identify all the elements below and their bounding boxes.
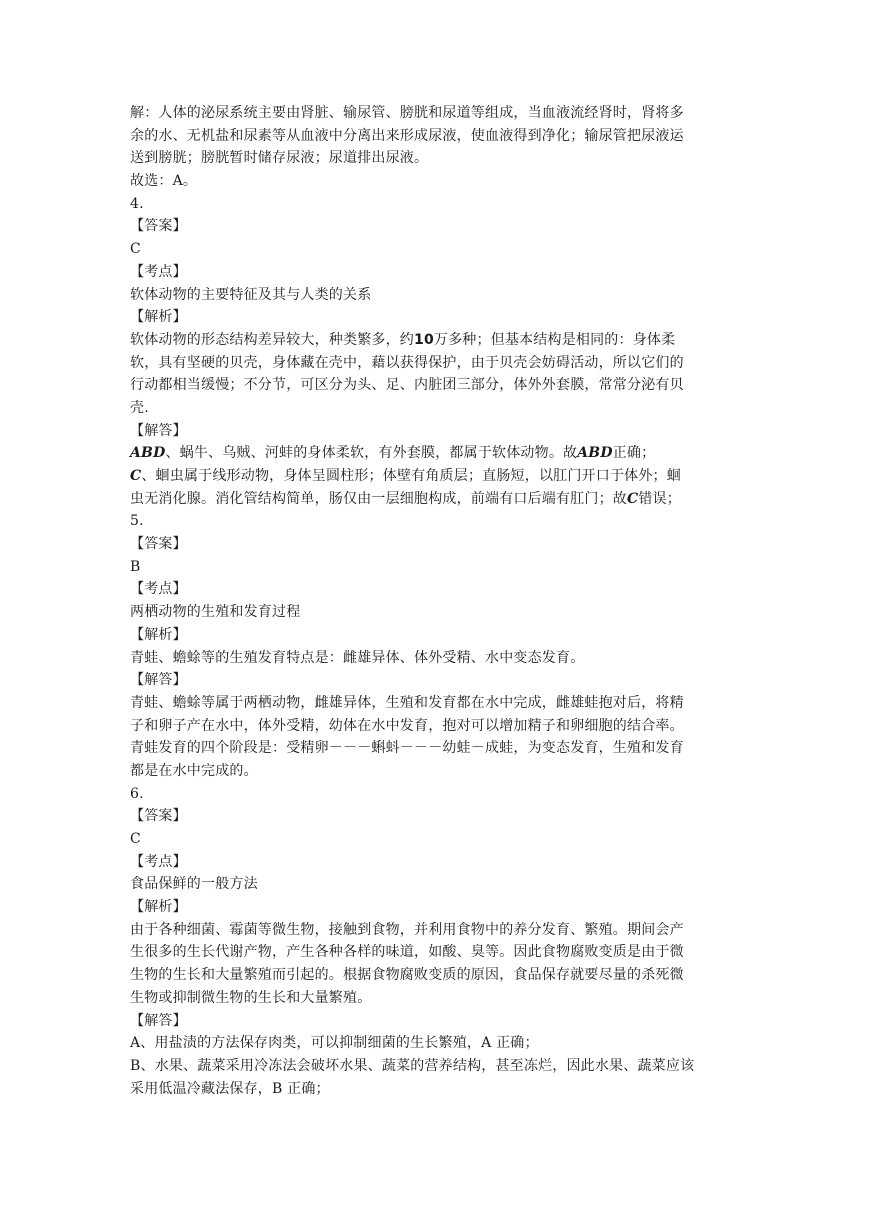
section-heading-solution: 【解答】	[130, 1012, 187, 1029]
text-segment: 虫无消化腺。消化管结构简单，肠仅由一层细胞构成，前端有口后端有肛门；故	[130, 490, 627, 507]
text-line: 解：人体的泌尿系统主要由肾脏、输尿管、膀胱和尿道等组成，当血液流经肾时，肾将多	[130, 105, 684, 121]
answer-value: C	[130, 831, 141, 847]
text-line: 青蛙发育的四个阶段是：受精卵－－－蝌蚪－－－幼蛙－成蛙，为变态发育，生殖和发育	[130, 740, 684, 757]
text-line: 青蛙、蟾蜍等的生殖发育特点是：雌雄异体、体外受精、水中变态发育。	[130, 649, 585, 666]
text-segment: 正确；	[612, 445, 656, 462]
text-line: A、用盐渍的方法保存肉类，可以抑制细菌的生长繁殖，A 正确；	[130, 1035, 539, 1052]
section-heading-answer: 【答案】	[130, 218, 187, 235]
math-label: ABD	[130, 445, 166, 462]
text-line: 行动都相当缓慢；不分节，可区分为头、足、内脏团三部分，体外外套膜，常常分泌有贝	[130, 377, 684, 394]
text-line: 生很多的生长代谢产物，产生各种各样的味道，如酸、臭等。因此食物腐败变质是由于微	[130, 944, 684, 961]
number-text: 10	[414, 331, 434, 348]
section-heading-topic: 【考点】	[130, 581, 187, 598]
text-segment: 、蛔虫属于线形动物，身体呈圆柱形；体壁有角质层；直肠短，以肛门开口于体外；蛔	[141, 468, 681, 484]
text-line: 壳.	[130, 399, 149, 416]
section-heading-analysis: 【解析】	[130, 309, 187, 326]
section-heading-solution: 【解答】	[130, 672, 187, 689]
text-line: 故选：A。	[130, 173, 198, 190]
topic-text: 食品保鲜的一般方法	[130, 876, 258, 893]
answer-value: C	[130, 241, 141, 258]
text-line	[130, 442, 742, 465]
text-line	[130, 488, 742, 511]
text-segment: 软体动物的形态结构差异较大，种类繁多，约	[130, 331, 414, 348]
document-page	[130, 102, 742, 1100]
text-line: 生物或抑制微生物的生长和大量繁殖。	[130, 989, 372, 1006]
text-segment: 、蜗牛、乌贼、河蚌的身体柔软，有外套膜，都属于软体动物。故	[165, 445, 578, 462]
text-line: 子和卵子产在水中，体外受精，幼体在水中发育，抱对可以增加精子和卵细胞的结合率。	[130, 717, 684, 734]
text-line	[130, 329, 742, 352]
text-line	[130, 465, 742, 488]
text-line: 由于各种细菌、霉菌等微生物，接触到食物，并利用食物中的养分发育、繁殖。期间会产	[130, 921, 684, 938]
text-line: 余的水、无机盐和尿素等从血液中分离出来形成尿液，使血液得到净化；输尿管把尿液运	[130, 127, 684, 144]
text-segment: 万多种；但基本结构是相同的：身体柔	[433, 331, 676, 348]
section-heading-answer: 【答案】	[130, 808, 187, 825]
text-line: 青蛙、蟾蜍等属于两栖动物，雌雄异体，生殖和发育都在水中完成，雌雄蛙抱对后，将精	[130, 694, 684, 711]
text-line: 生物的生长和大量繁殖而引起的。根据食物腐败变质的原因，食品保存就要尽量的杀死微	[130, 967, 684, 984]
text-line: 采用低温冷藏法保存，B 正确；	[130, 1080, 330, 1097]
section-heading-analysis: 【解析】	[130, 899, 187, 916]
topic-text: 两栖动物的生殖和发育过程	[130, 604, 301, 621]
section-heading-topic: 【考点】	[130, 853, 187, 870]
text-line: B、水果、蔬菜采用冷冻法会破坏水果、蔬菜的营养结构，甚至冻烂，因此水果、蔬菜应该	[130, 1057, 695, 1074]
question-number: 5.	[130, 513, 144, 530]
section-heading-solution: 【解答】	[130, 422, 187, 439]
math-label: C	[130, 468, 142, 484]
section-heading-answer: 【答案】	[130, 536, 187, 553]
text-segment: 错误；	[638, 490, 681, 507]
section-heading-topic: 【考点】	[130, 263, 187, 280]
section-heading-analysis: 【解析】	[130, 626, 187, 643]
math-label: ABD	[577, 445, 613, 462]
question-number: 4.	[130, 195, 144, 212]
question-number: 6.	[130, 785, 144, 802]
topic-text: 软体动物的主要特征及其与人类的关系	[130, 286, 372, 303]
math-label: C	[627, 490, 639, 507]
text-line: 都是在水中完成的。	[130, 762, 258, 779]
answer-value: B	[130, 558, 141, 575]
text-line: 软，具有坚硬的贝壳，身体藏在壳中，藉以获得保护，由于贝壳会妨碍活动，所以它们的	[130, 354, 684, 371]
text-line: 送到膀胱；膀胱暂时储存尿液；尿道排出尿液。	[130, 150, 429, 167]
